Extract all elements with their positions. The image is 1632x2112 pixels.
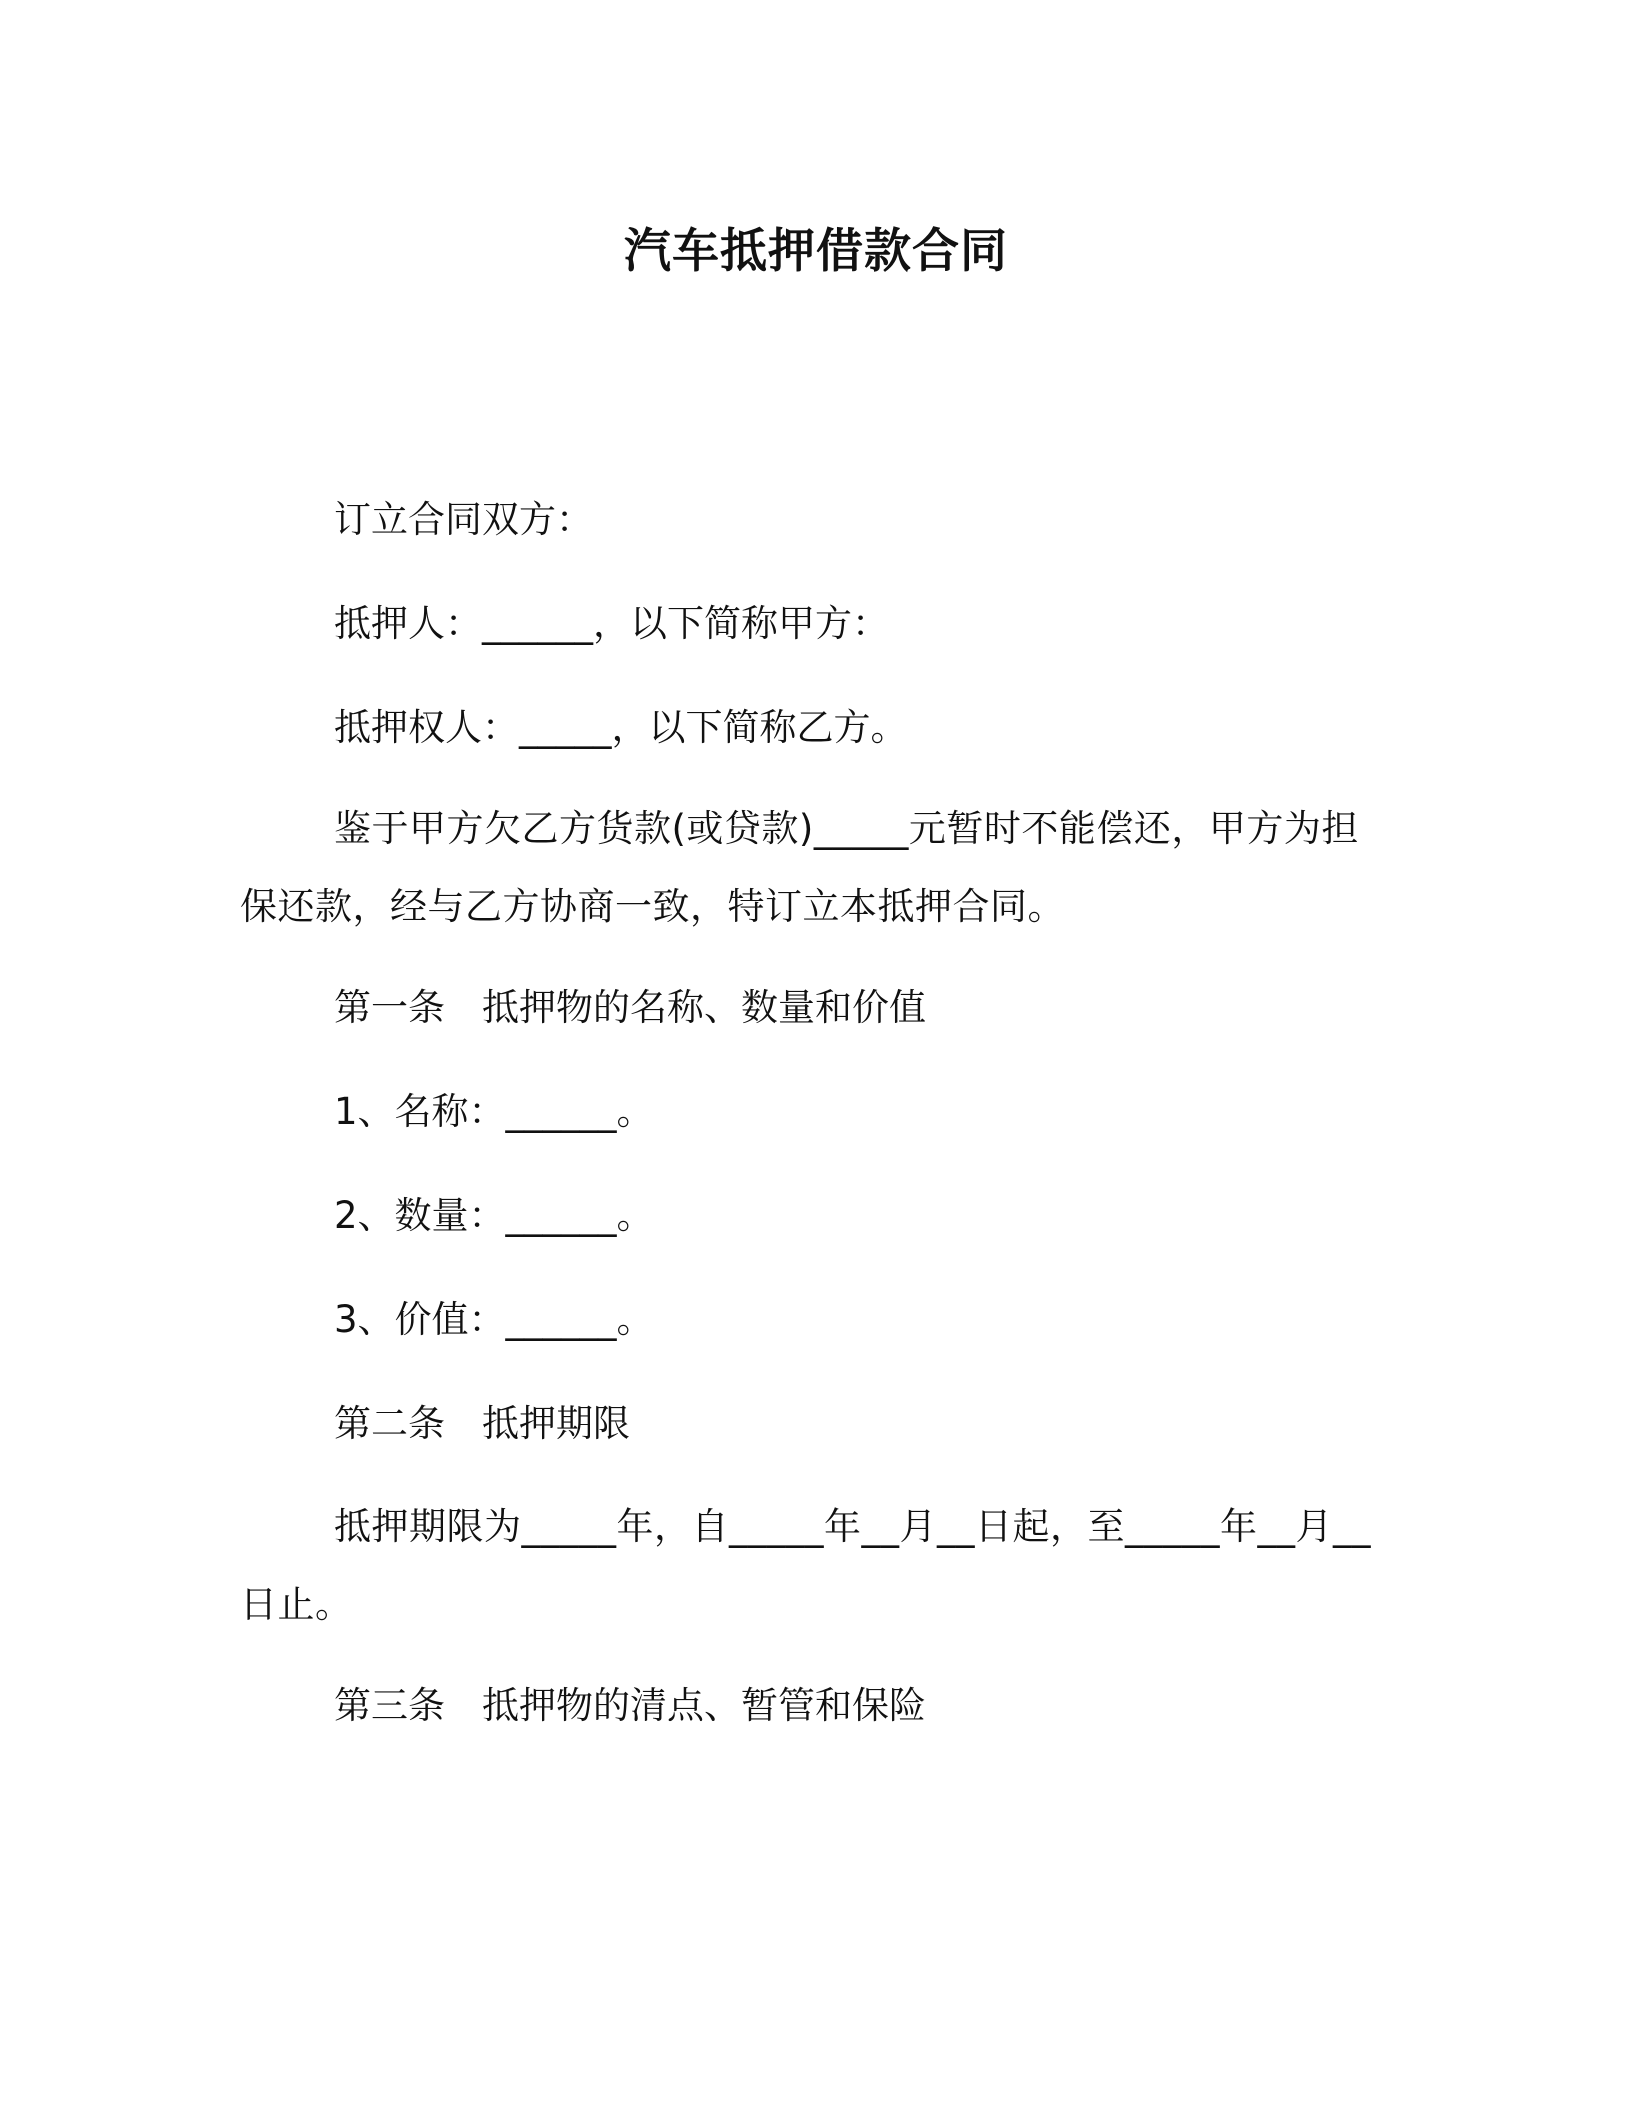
article-1-item-name: 1、名称：______。 [334,1090,654,1133]
paragraph-mortgagor: 抵押人：______，以下简称甲方： [334,602,889,645]
article-1-item-quantity: 2、数量：______。 [334,1194,654,1237]
paragraph-parties-intro: 订立合同双方： [334,498,593,541]
article-1-heading: 第一条 抵押物的名称、数量和价值 [334,986,926,1029]
article-1-item-value: 3、价值：______。 [334,1298,654,1341]
paragraph-recital: 鉴于甲方欠乙方货款(或贷款)_____元暂时不能偿还，甲方为担保还款，经与乙方协商一致，特订立本抵押合同。 [240,807,1359,928]
article-3-heading: 第三条 抵押物的清点、暂管和保险 [334,1684,926,1727]
article-2-term: 抵押期限为_____年，自_____年__月__日起，至_____年__月__日止。 [240,1505,1371,1626]
document-title: 汽车抵押借款合同 [624,224,1008,279]
article-2-heading: 第二条 抵押期限 [334,1402,630,1445]
paragraph-mortgagee: 抵押权人：_____，以下简称乙方。 [334,706,908,749]
